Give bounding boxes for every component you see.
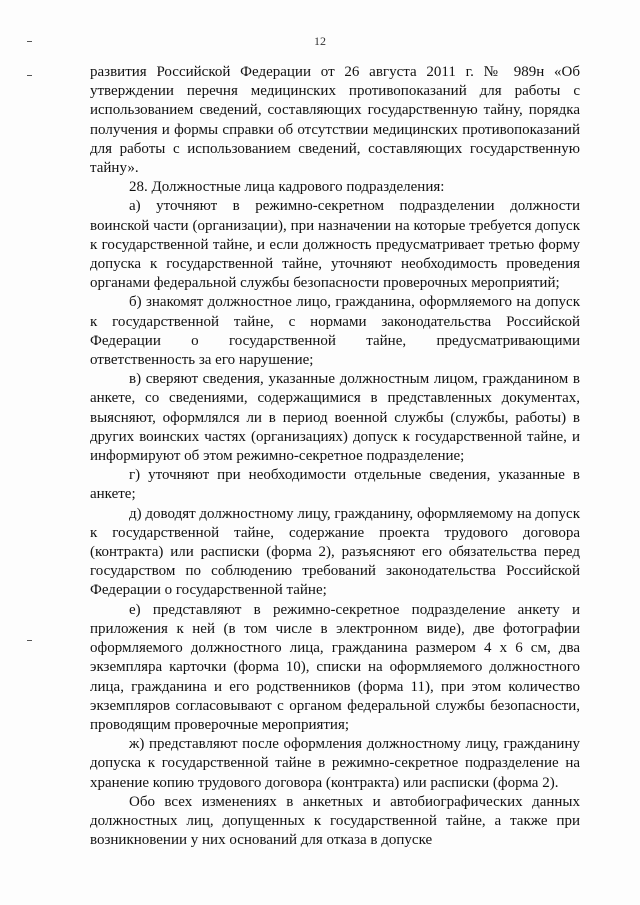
margin-tick-mark bbox=[27, 75, 32, 76]
paragraph-subitem-e: е) представляют в режимно-секретное подразделение анкету и приложения к ней (в том числе в электронном виде), две фотографии оформляемого должностного лица, гражданина размером 4 х 6 см, два экземпляра карточки (форма 10), списки на оформляемого должностного лица, гражданина и его родственников (форма 11), при этом количество экземпляров согласовывают с органом федеральной службы безопасности, проводящим проверочные мероприятия; bbox=[90, 601, 580, 733]
paragraph-subitem-b: б) знакомят должностное лицо, гражданина, оформляемого на допуск к государственной тайне, с нормами законодательства Российской Федерации о государственной тайне, предусматривающими ответственность за его нарушение; bbox=[90, 294, 580, 369]
page-number: 12 bbox=[314, 34, 326, 48]
paragraph-subitem-zh: ж) представляют после оформления должностному лицу, гражданину допуска к государственной тайне в режимно-секретное подразделение на хранение копию трудового договора (контракта) или расписки (форма 2). bbox=[90, 736, 580, 791]
margin-tick-mark bbox=[27, 640, 32, 641]
paragraph-subitem-d: д) доводят должностному лицу, гражданину, оформляемому на допуск к государственной тайне, содержание проекта трудового договора (контракта) или расписки (форма 2), разъясняют его обязательства перед государством по соблюдению требований законодательства Российской Федерации о государственной тайне; bbox=[90, 505, 580, 599]
document-body bbox=[90, 63, 580, 850]
paragraph-continuation: развития Российской Федерации от 26 августа 2011 г. № 989н «Об утверждении перечня медицинских противопоказаний для работы с использованием сведений, составляющих государственную тайну, порядка получения и формы справки об отсутствии медицинских противопоказаний для работы с использованием сведений, составляющих государственную тайну». bbox=[90, 64, 580, 177]
paragraph-subitem-a: а) уточняют в режимно-секретном подразделении должности воинской части (организации), при назначении на которые требуется допуск к государственной тайне, и если должность предусматривает третью форму допуска к государственной тайне, уточняют необходимость проведения органами федеральной службы безопасности проверочных мероприятий; bbox=[90, 198, 580, 292]
margin-tick-mark bbox=[27, 41, 32, 42]
paragraph-subitem-g: г) уточняют при необходимости отдельные сведения, указанные в анкете; bbox=[90, 467, 580, 503]
paragraph-final: Обо всех изменениях в анкетных и автобиографических данных должностных лиц, допущенных к государственной тайне, а также при возникновении у них оснований для отказа в допуске bbox=[90, 793, 580, 849]
paragraph-item-28: 28. Должностные лица кадрового подразделения: bbox=[129, 179, 445, 196]
paragraph-subitem-v: в) сверяют сведения, указанные должностным лицом, гражданином в анкете, со сведениями, содержащимися в представленных документах, выясняют, оформлялся ли в период военной службы (службы, работы) в других воинских частях (организациях) допуск к государственной тайне, и информируют об этом режимно-секретное подразделение; bbox=[90, 371, 580, 465]
